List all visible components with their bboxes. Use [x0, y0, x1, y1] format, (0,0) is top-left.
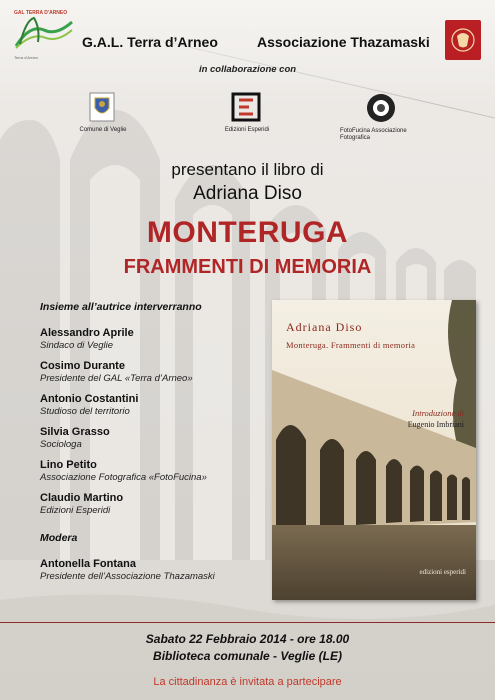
footer-divider — [0, 622, 495, 623]
speaker-name: Alessandro Aprile — [40, 327, 134, 339]
speaker-role: Sindaco di Veglie — [40, 340, 114, 351]
book-cover-intro-label: Introduzione di — [412, 408, 464, 418]
speaker-item — [40, 327, 270, 351]
author-name: Adriana Diso — [193, 183, 302, 204]
speaker-role: Edizioni Esperidi — [40, 505, 111, 516]
speaker-role: Presidente del GAL «Terra d’Arneo» — [40, 373, 193, 384]
speakers-list — [40, 301, 270, 591]
speakers-intro: Insieme all’autrice interverranno — [40, 301, 202, 313]
intro-line: presentano il libro di — [171, 160, 324, 179]
book-title-main: MONTERUGA — [146, 216, 349, 249]
moderator-name: Antonella Fontana — [40, 558, 136, 570]
speaker-item — [40, 393, 270, 417]
invitation-text: La cittadinanza è invitata a partecipare — [153, 676, 342, 688]
thazamaski-logo — [445, 20, 481, 60]
speaker-item — [40, 360, 270, 384]
speaker-name: Lino Petito — [40, 459, 97, 471]
partner-fotofucina-label: FotoFucina Associazione Fotografica — [340, 128, 407, 141]
speaker-item — [40, 459, 270, 483]
speaker-name: Cosimo Durante — [40, 360, 125, 372]
speaker-role: Sociologa — [40, 439, 82, 450]
camera-lens-icon — [366, 93, 396, 123]
book-cover-title: Monteruga. Frammenti di memoria — [286, 340, 416, 350]
speaker-role: Associazione Fotografica «FotoFucina» — [40, 472, 207, 483]
gal-logo — [14, 10, 78, 62]
collaboration-label: in collaborazione con — [198, 64, 297, 75]
book-cover — [272, 300, 476, 600]
event-place: Biblioteca comunale - Veglie (LE) — [153, 649, 342, 663]
speaker-item — [40, 426, 270, 450]
book-cover-publisher: edizioni esperidi — [419, 568, 466, 576]
thazamaski-emblem-icon — [445, 20, 481, 60]
gal-logo-subtext: Terra d'Arneo — [14, 55, 38, 60]
book-cover-author: Adriana Diso — [286, 320, 363, 334]
moderator-item — [40, 558, 270, 582]
coat-of-arms-icon — [89, 92, 115, 122]
gal-emblem-icon — [14, 16, 76, 50]
book-cover-intro-name: Eugenio Imbriani — [407, 420, 464, 429]
speaker-role: Studioso del territorio — [40, 406, 130, 417]
esperidi-logo-icon — [231, 92, 261, 122]
speaker-name: Claudio Martino — [40, 492, 124, 504]
speaker-item — [40, 492, 270, 516]
partner-esperidi-label: Edizioni Esperidi — [224, 127, 270, 133]
gal-name: G.A.L. Terra d’Arneo — [82, 34, 218, 50]
speaker-name: Antonio Costantini — [40, 393, 139, 405]
moderator-role: Presidente dell’Associazione Thazamaski — [40, 571, 215, 582]
partner-comune-label: Comune di Veglie — [79, 127, 127, 133]
event-date-time: Sabato 22 Febbraio 2014 - ore 18.00 — [145, 632, 350, 646]
gal-logo-text: GAL TERRA D'ARNEO — [14, 10, 68, 16]
speaker-name: Silvia Grasso — [40, 426, 110, 438]
association-name: Associazione Thazamaski — [257, 34, 430, 50]
book-title-sub: FRAMMENTI DI MEMORIA — [123, 256, 372, 278]
moderator-label: Modera — [40, 532, 78, 544]
